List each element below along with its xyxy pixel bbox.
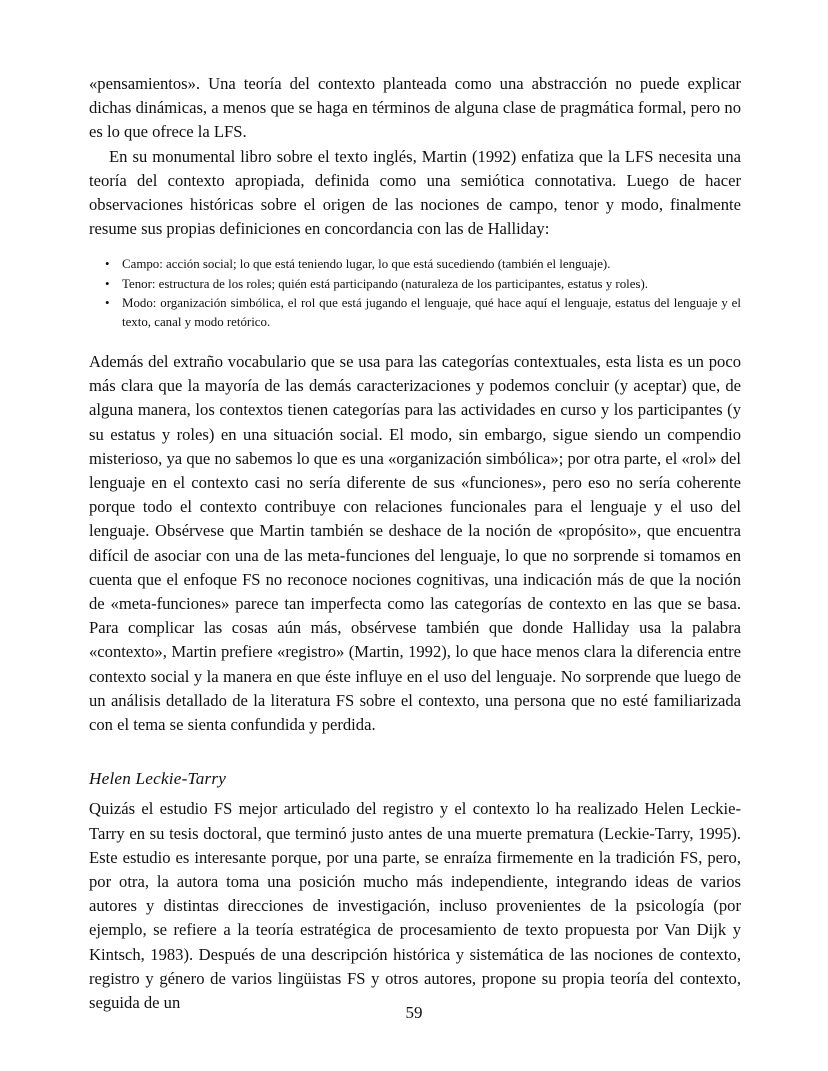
definition-bullet-list	[89, 255, 741, 331]
paragraph-leckie-tarry: Quizás el estudio FS mejor articulado del registro y el contexto lo ha realizado Helen Leckie-Tarry en su tesis doctoral, que terminó justo antes de una muerte prematura (Leckie-Tarry, 1995). Este estudio es interesante porque, por una parte, se enraíza firmemente en la tradición FS, pero, por otra, la autora toma una posición mucho más independiente, integrando ideas de varios autores y distintas direcciones de investigación, incluso provenientes de la psicología (por ejemplo, se refiere a la teoría estratégica de procesamiento de texto propuesta por Van Dijk y Kintsch, 1983). Después de una descripción histórica y sistemática de las nociones de contexto, registro y género de varios lingüistas FS y otros autores, propone su propia teoría del contexto, seguida de un	[89, 799, 741, 1012]
bullet-icon: •	[105, 276, 110, 291]
spacer-after-list	[89, 332, 741, 350]
paragraph-opening: «pensamientos». Una teoría del contexto planteada como una abstracción no puede explicar dichas dinámicas, a menos que se haga en términos de alguna clase de pragmática formal, pero no es lo que ofrece la LFS.	[89, 74, 741, 142]
paragraph-vocabulary-analysis: Además del extraño vocabulario que se usa para las categorías contextuales, esta lista es un poco más clara que la mayoría de las demás caracterizaciones y podemos concluir (y aceptar) que, de alguna manera, los contextos tienen categorías para las actividades en curso y los participantes (y su estatus y roles) en una situación social. El modo, sin embargo, sigue siendo un compendio misterioso, ya que no sabemos lo que es una «organización simbólica»; por otra parte, el «rol» del lenguaje en el contexto casi no sería diferente de sus «funciones», pero eso no sería coherente porque todo el contexto contribuye con relaciones funcionales para el lenguaje y el uso del lenguaje. Obsérvese que Martin también se deshace de la noción de «propósito», que encuentra difícil de asociar con una de las meta-funciones del lenguaje, lo que no sorprende si tomamos en cuenta que el enfoque FS no reconoce nociones cognitivas, una indicación más de que la noción de «meta-funciones» parece tan imperfecta como las categorías de contexto en las que se basa. Para complicar las cosas aún más, obsérvese también que donde Halliday usa la palabra «contexto», Martin prefiere «registro» (Martin, 1992), lo que hace menos clara la diferencia entre contexto social y la manera en que éste influye en el uso del lenguaje. No sorprende que luego de un análisis detallado de la literatura FS sobre el contexto, una persona que no esté familiarizada con el tema se sienta confundida y perdida.	[89, 352, 741, 735]
list-item-text: Campo: acción social; lo que está teniendo lugar, lo que está sucediendo (también el lenguaje).	[122, 257, 611, 272]
page-number: 59	[405, 1003, 423, 1022]
list-item	[89, 294, 741, 331]
spacer-before-heading	[89, 737, 741, 767]
list-item	[89, 255, 741, 273]
list-item-text: Modo: organización simbólica, el rol que está jugando el lenguaje, qué hace aquí el lenguaje, estatus del lenguaje y el texto, canal y modo retórico.	[122, 296, 741, 329]
page-content	[89, 72, 741, 1015]
paragraph-martin-intro: En su monumental libro sobre el texto inglés, Martin (1992) enfatiza que la LFS necesita una teoría del contexto apropiada, definida como una semiótica connotativa. Luego de hacer observaciones históricas sobre el origen de las nociones de campo, tenor y modo, finalmente resume sus propias definiciones en concordancia con las de Halliday:	[89, 146, 741, 239]
bullet-icon: •	[105, 257, 110, 272]
list-item	[89, 275, 741, 293]
bullet-icon: •	[105, 296, 110, 311]
list-item-text: Tenor: estructura de los roles; quién está participando (naturaleza de los participantes, estatus y roles).	[122, 276, 648, 291]
section-heading: Helen Leckie-Tarry	[89, 769, 227, 789]
